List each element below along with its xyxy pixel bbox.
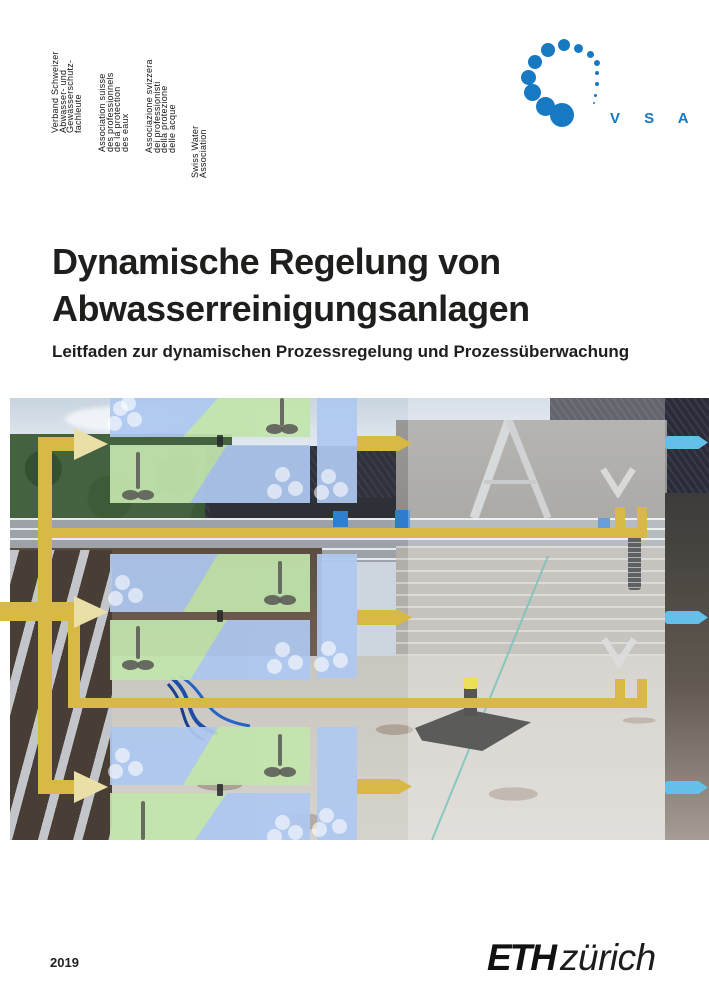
effluent-arrow-1 <box>665 436 708 449</box>
feed-branch-1 <box>50 437 77 451</box>
air-bubble-icon <box>267 829 282 844</box>
air-bubble-icon <box>321 641 336 656</box>
org-name-german <box>52 51 82 133</box>
vsa-logo-dot <box>558 39 570 51</box>
air-bubble-icon <box>128 761 143 776</box>
air-bubble-icon <box>107 416 122 431</box>
org-name-line: Gewässerschutz- <box>65 59 76 133</box>
process-schematic <box>10 398 709 840</box>
air-bubble-icon <box>333 653 348 668</box>
inlet-arrow-group-2 <box>74 596 108 628</box>
return-connector-2 <box>68 621 80 708</box>
air-bubble-icon <box>121 396 136 411</box>
vsa-logo-dot <box>528 55 542 69</box>
eth-zurich-logo <box>487 937 656 979</box>
air-bubble-icon <box>332 819 347 834</box>
org-name-line: Abwasser- und <box>57 69 68 133</box>
org-name-line: delle acque <box>166 104 177 153</box>
air-bubble-icon <box>115 748 130 763</box>
org-name-line: Associazione svizzera <box>144 59 154 153</box>
cover-photo <box>10 398 709 840</box>
air-bubble-icon <box>319 808 334 823</box>
vsa-logo-dot <box>587 51 594 58</box>
org-name-english <box>192 126 207 178</box>
lane-gap-marker <box>217 784 223 796</box>
vsa-logo-dot <box>595 82 599 86</box>
air-bubble-icon <box>312 822 327 837</box>
feed-branch-3 <box>50 780 77 794</box>
return-line-2 <box>68 698 647 708</box>
air-bubble-icon <box>108 764 123 779</box>
vsa-logo-dot <box>595 71 600 76</box>
mixer-icon <box>136 452 140 489</box>
air-bubble-icon <box>275 642 290 657</box>
to-clarifier-arrow-1 <box>357 436 412 451</box>
inflow-line <box>0 602 77 621</box>
vsa-logo-dot <box>574 44 583 53</box>
air-bubble-icon <box>127 412 142 427</box>
vsa-logo-dot <box>541 43 555 57</box>
mixer-icon <box>278 734 282 766</box>
eth-logo-light: zürich <box>560 937 656 978</box>
air-bubble-icon <box>267 484 282 499</box>
vsa-logo-dot <box>594 94 597 97</box>
clarifier-riser-2a <box>615 679 625 707</box>
air-bubble-icon <box>128 588 143 603</box>
weir-v-icon <box>601 635 637 668</box>
org-name-line: dei professionisti <box>151 81 162 153</box>
title-line-2: Abwasserreinigungsanlagen <box>52 288 530 329</box>
return-line-1 <box>38 528 647 538</box>
air-bubble-icon <box>314 485 329 500</box>
air-bubble-icon <box>275 467 290 482</box>
inlet-arrow-group-3 <box>74 771 108 803</box>
air-bubble-icon <box>275 815 290 830</box>
inlet-arrow-group-1 <box>74 428 108 460</box>
air-bubble-icon <box>288 655 303 670</box>
title-line-1: Dynamische Regelung von <box>52 241 501 282</box>
air-bubble-icon <box>288 825 303 840</box>
org-name-italian <box>146 59 176 153</box>
page-subtitle: Leitfaden zur dynamischen Prozessregelung und Prozessüberwachung <box>52 342 630 361</box>
vsa-logo-dot <box>536 97 555 116</box>
mixer-icon <box>281 424 298 434</box>
weir-v-icon <box>600 465 636 498</box>
effluent-arrow-2 <box>665 611 708 624</box>
org-name-line: Association <box>197 129 208 178</box>
air-bubble-icon <box>314 657 329 672</box>
mixer-icon <box>141 801 145 840</box>
lane-gap-marker <box>217 435 223 447</box>
air-bubble-icon <box>108 591 123 606</box>
mixer-icon <box>136 626 140 659</box>
clarifier-riser-1a <box>615 507 625 537</box>
org-name-french <box>99 72 129 152</box>
org-name-line: Verband Schweizer <box>50 51 60 133</box>
mixer-icon <box>279 595 296 605</box>
vsa-logo-text: V S A <box>610 110 699 127</box>
lane-gap-marker <box>217 610 223 622</box>
air-bubble-icon <box>321 469 336 484</box>
mixer-icon <box>280 398 284 426</box>
air-bubble-icon <box>333 482 348 497</box>
air-bubble-icon <box>288 481 303 496</box>
mixer-icon <box>137 490 154 500</box>
org-name-line: Swiss Water <box>190 125 200 178</box>
air-bubble-icon <box>267 659 282 674</box>
vsa-logo-dot <box>524 84 541 101</box>
mixer-icon <box>137 660 154 670</box>
to-clarifier-arrow-3 <box>357 779 412 794</box>
org-name-line: Association suisse <box>97 73 107 152</box>
vsa-logo-dot <box>521 70 536 85</box>
effluent-arrow-3 <box>665 781 708 794</box>
eth-logo-bold: ETH <box>487 937 555 978</box>
org-name-line: fachleute <box>72 94 83 133</box>
mixer-icon <box>279 767 296 777</box>
air-bubble-icon <box>115 575 130 590</box>
publication-year: 2019 <box>50 955 79 970</box>
org-name-line: des eaux <box>119 113 130 152</box>
clarifier-riser-2b <box>637 679 647 707</box>
vsa-logo-dot <box>593 102 595 104</box>
clarifier-riser-1b <box>637 507 647 537</box>
page-title <box>52 238 530 332</box>
mixer-icon <box>278 561 282 594</box>
org-name-line: della protezione <box>159 85 170 153</box>
org-name-line: des professionnels <box>104 72 115 152</box>
vsa-logo-dot <box>594 60 600 66</box>
org-name-line: de la protection <box>112 86 123 152</box>
to-clarifier-arrow-2 <box>357 610 412 625</box>
